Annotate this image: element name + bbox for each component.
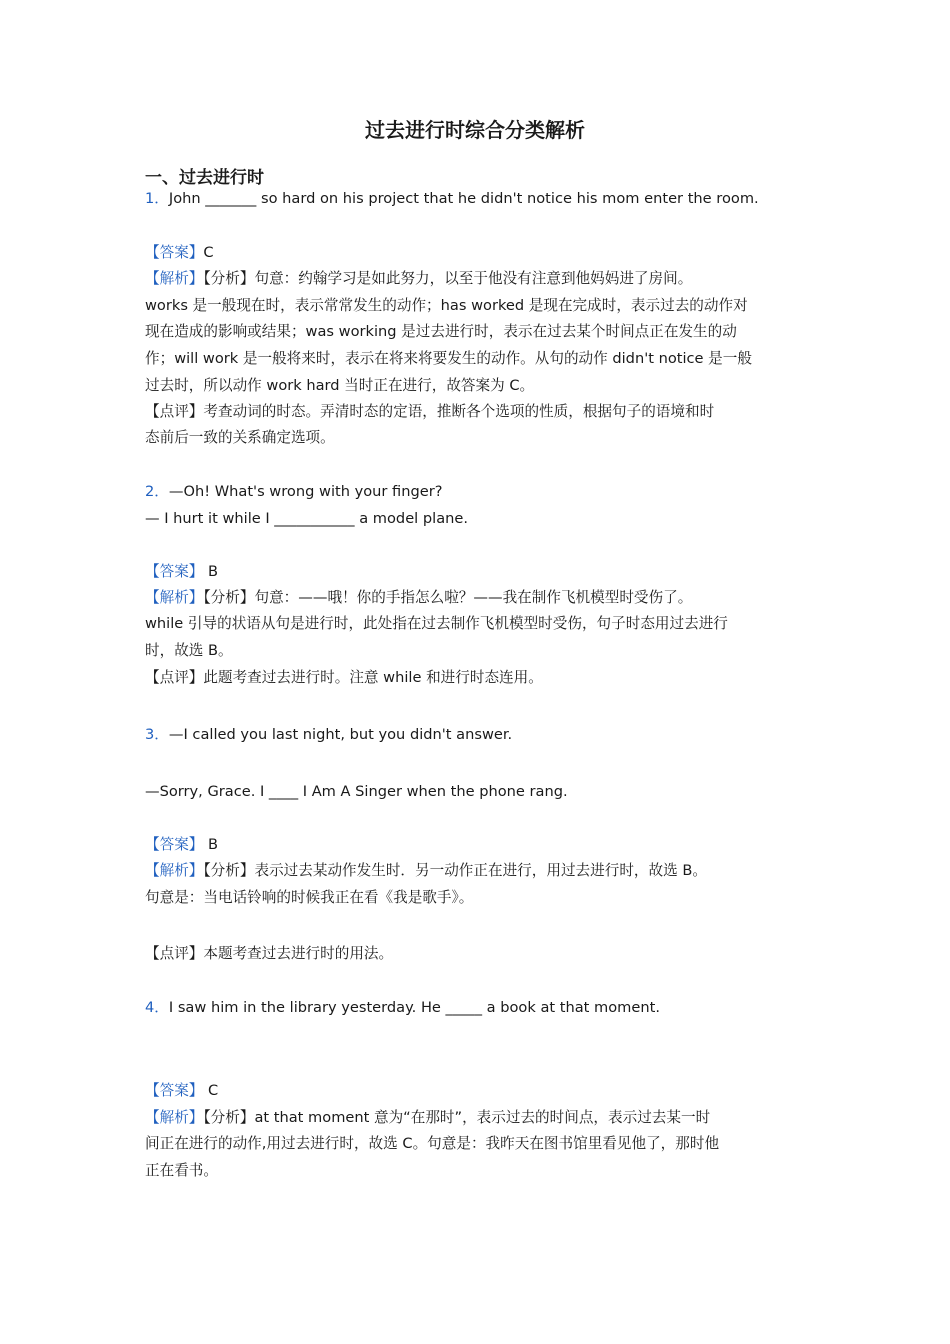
question-4-answer: 【答案】 C [145, 1082, 219, 1099]
question-2-answer: 【答案】 B [145, 563, 219, 580]
question-3-review: 【点评】本题考查过去进行时的用法。 [145, 945, 394, 962]
question-2-stem-line: — I hurt it while I ___________ a model plane. [145, 510, 469, 527]
question-1-analysis-line: 【解析】【分析】句意：约翰学习是如此努力，以至于他没有注意到他妈妈进了房间。 [145, 270, 693, 287]
question-2-stem: 2．—Oh! What's wrong with your finger? [145, 483, 443, 500]
question-1-answer: 【答案】C [145, 244, 214, 261]
question-number: 3． [145, 726, 169, 743]
question-1-analysis-line: 过去时，所以动作 work hard 当时正在进行，故答案为 C。 [145, 377, 535, 394]
question-3-analysis-line: 句意是：当电话铃响的时候我正在看《我是歌手》。 [145, 889, 474, 906]
question-4-analysis-line: 间正在进行的动作,用过去进行时，故选 C。句意是：我昨天在图书馆里看见他了，那时他 [145, 1135, 720, 1152]
section-heading: 一、过去进行时 [145, 168, 264, 188]
question-number: 4． [145, 999, 169, 1016]
question-2-analysis-line: 时，故选 B。 [145, 642, 233, 659]
question-2-analysis-line: while 引导的状语从句是进行时，此处指在过去制作飞机模型时受伤，句子时态用过去进行 [145, 615, 728, 632]
question-3-stem: 3．—I called you last night, but you didn't answer. [145, 726, 513, 743]
question-3-answer: 【答案】 B [145, 836, 219, 853]
question-1-analysis-line: 作；will work 是一般将来时，表示在将来将要发生的动作。从句的动作 didn't notice 是一般 [145, 350, 752, 367]
page-title: 过去进行时综合分类解析 [365, 118, 585, 142]
question-3-analysis-line: 【解析】【分析】表示过去某动作发生时．另一动作正在进行，用过去进行时，故选 B。 [145, 862, 707, 879]
question-number: 2． [145, 483, 169, 500]
question-4-stem: 4．I saw him in the library yesterday. He _____ a book at that moment. [145, 999, 660, 1016]
question-4-analysis-line: 正在看书。 [145, 1162, 218, 1179]
question-2-analysis-line: 【解析】【分析】句意：——哦！你的手指怎么啦？——我在制作飞机模型时受伤了。 [145, 589, 693, 606]
question-1-analysis-line: 现在造成的影响或结果；was working 是过去进行时，表示在过去某个时间点正在发生的动 [145, 323, 737, 340]
question-1-review: 【点评】考查动词的时态。弄清时态的定语，推断各个选项的性质，根据句子的语境和时 [145, 403, 715, 420]
question-1-review-line: 态前后一致的关系确定选项。 [145, 429, 335, 446]
question-3-stem-line: —Sorry, Grace. I ____ I Am A Singer when the phone rang. [145, 783, 568, 800]
question-4-analysis-line: 【解析】【分析】at that moment 意为“在那时”，表示过去的时间点，表示过去某一时 [145, 1109, 711, 1126]
question-1-stem: 1．John _______ so hard on his project that he didn't notice his mom enter the room. [145, 190, 759, 207]
question-number: 1． [145, 190, 169, 207]
question-1-analysis-line: works 是一般现在时，表示常常发生的动作；has worked 是现在完成时，表示过去的动作对 [145, 297, 748, 314]
question-2-review: 【点评】此题考查过去进行时。注意 while 和进行时态连用。 [145, 669, 543, 686]
